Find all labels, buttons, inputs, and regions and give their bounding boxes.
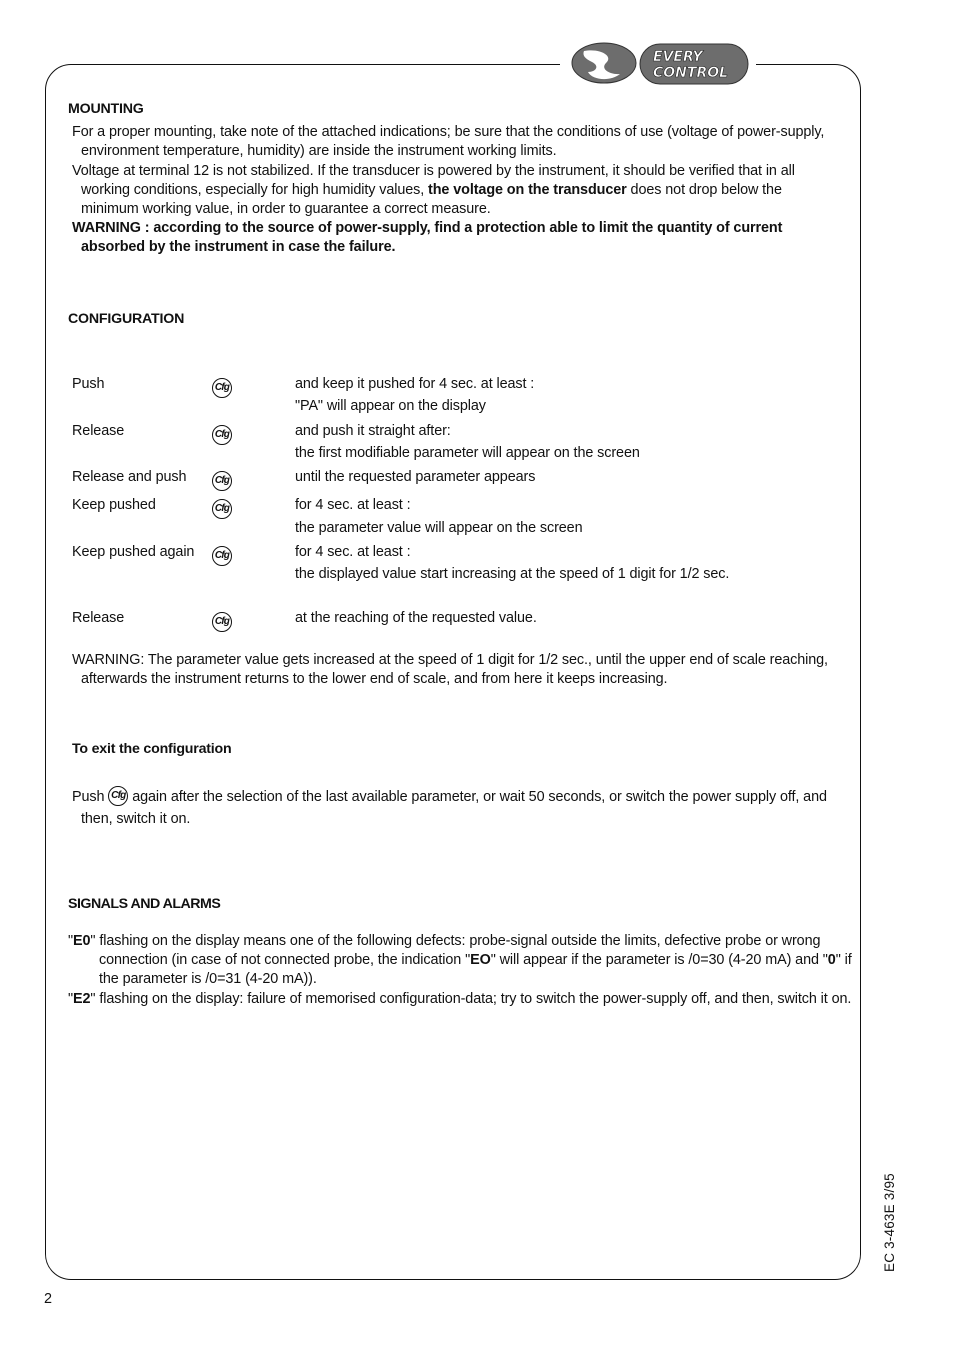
step-desc-line1: and push it straight after: [295,423,451,439]
step-action: Release [72,610,125,626]
config-step-5 [0,543,954,582]
config-step-6 [0,609,954,629]
cfg-button-icon: Cfg [212,378,232,398]
mounting-warning: WARNING : according to the source of power-supply, find a protection able to limit the quantity of current absorbed by the instrument in case the failure. [72,220,783,255]
step-desc-line2: the parameter value will appear on the screen [295,520,583,536]
cfg-button-icon: Cfg [212,471,232,491]
step-desc-line1: at the reaching of the requested value. [295,610,537,626]
mounting-paragraph-1: For a proper mounting, take note of the attached indications; be sure that the conditions of use (voltage of power-supply, environment temperature, humidity) are inside the instrument working limits. [72,124,825,159]
signal-e0: "E0" flashing on the display means one of the following defects: probe-signal outside the limits, defective probe or wrong connection (in case of not connected probe, the indication "EO" will appear if the parameter is /0=30 (4-20 mA) and "0" if the parameter is /0=31 (4-20 mA)). [68,933,852,987]
config-step-1 [0,375,954,414]
page-number: 2 [44,1291,52,1307]
step-desc-line1: for 4 sec. at least : [295,544,411,560]
configuration-title: CONFIGURATION [68,311,185,327]
mounting-paragraph-2: Voltage at terminal 12 is not stabilized. If the transducer is powered by the instrument, it should be verified that in all working conditions, especially for high humidity values, the voltage on the transducer does not drop below the minimum working value, in order to guarantee a correct measure. [72,163,795,217]
step-desc-line1: for 4 sec. at least : [295,497,411,513]
cfg-button-icon: Cfg [212,425,232,445]
mounting-title: MOUNTING [68,101,144,117]
step-action: Push [72,376,105,392]
config-step-4 [0,496,954,536]
cfg-button-icon: Cfg [212,499,232,519]
config-step-3 [0,468,954,488]
signals-title: SIGNALS AND ALARMS [68,896,221,912]
logo-line2: CONTROL [653,65,729,81]
exit-configuration-text: Push Cfg again after the selection of the last available parameter, or wait 50 seconds, or switch the power supply off, and then, switch it on. [72,786,841,830]
step-desc-line2: "PA" will appear on the display [295,398,486,414]
document-reference: EC 3-463E 3/95 [882,1173,897,1272]
signal-e2: "E2" flashing on the display: failure of memorised configuration-data; try to switch the power-supply off, and then, switch it on. [68,991,852,1007]
logo-line1: EVERY [653,49,703,65]
step-action: Keep pushed again [72,544,195,560]
step-desc-line2: the first modifiable parameter will appear on the screen [295,445,640,461]
step-action: Release [72,423,125,439]
step-desc-line1: until the requested parameter appears [295,469,536,485]
cfg-button-icon: Cfg [212,546,232,566]
configuration-warning: WARNING: The parameter value gets increased at the speed of 1 digit for 1/2 sec., until the upper end of scale reaching, afterwards the instrument returns to the lower end of scale, and from here it keeps increasing. [72,652,828,687]
step-desc-line1: and keep it pushed for 4 sec. at least : [295,376,535,392]
step-action: Keep pushed [72,497,156,513]
cfg-button-icon: Cfg [212,612,232,632]
step-desc-line2: the displayed value start increasing at the speed of 1 digit for 1/2 sec. [295,566,730,582]
step-action: Release and push [72,469,187,485]
exit-configuration-title: To exit the configuration [72,741,232,757]
config-step-2 [0,422,954,461]
cfg-button-icon: Cfg [108,786,128,806]
